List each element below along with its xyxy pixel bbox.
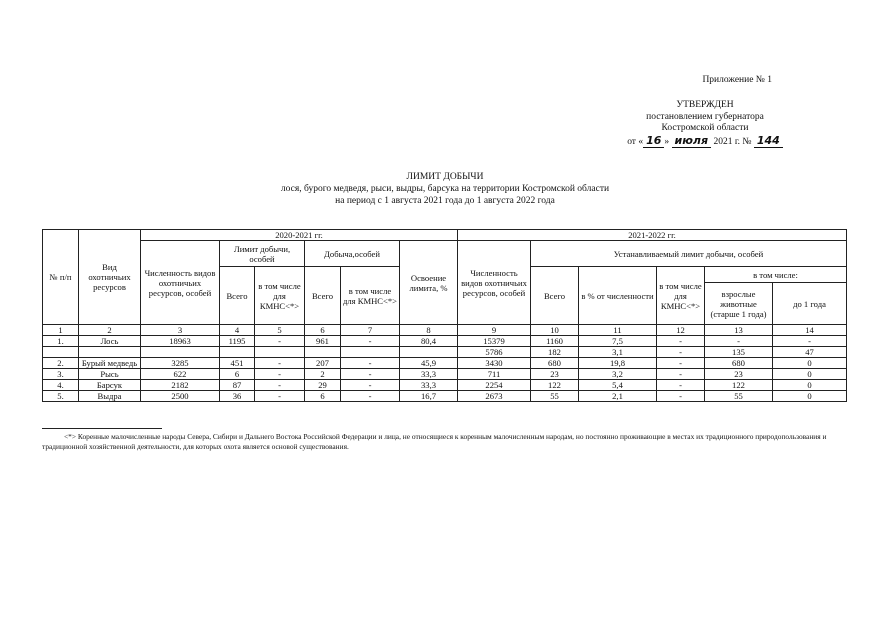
- table-cell: 2182: [141, 380, 220, 391]
- table-cell: 80,4: [400, 336, 458, 347]
- table-cell: 680: [705, 358, 773, 369]
- table-cell: 2673: [458, 391, 531, 402]
- handwritten-number: 144: [754, 134, 783, 148]
- header-population: Численность видов охотничьих ресурсов, особей: [141, 241, 220, 325]
- title-main: ЛИМИТ ДОБЫЧИ: [406, 172, 484, 182]
- header-catch-total: Всего: [305, 267, 341, 325]
- column-number-cell: 13: [705, 325, 773, 336]
- table-cell: 36: [220, 391, 255, 402]
- table-cell: 622: [141, 369, 220, 380]
- table-cell: 16,7: [400, 391, 458, 402]
- column-number-cell: 2: [79, 325, 141, 336]
- table-cell: 2.: [43, 358, 79, 369]
- column-number-cell: 12: [657, 325, 705, 336]
- table-cell: [141, 347, 220, 358]
- table-cell: 3430: [458, 358, 531, 369]
- title-subtitle-1: лося, бурого медведя, рыси, выдры, барсука на территории Костромской области: [280, 184, 610, 194]
- table-cell: 55: [705, 391, 773, 402]
- table-cell: -: [657, 358, 705, 369]
- table-cell: Барсук: [79, 380, 141, 391]
- table-row: [43, 391, 847, 402]
- table-body: [43, 336, 847, 402]
- table-cell: 2500: [141, 391, 220, 402]
- table-cell: [400, 347, 458, 358]
- header-population-2: Численность видов охотничьих ресурсов, особей: [458, 241, 531, 325]
- table-cell: -: [341, 380, 400, 391]
- header-usage: Освоение лимита, %: [400, 241, 458, 325]
- table-cell: 3.: [43, 369, 79, 380]
- column-number-cell: 3: [141, 325, 220, 336]
- table-cell: 3,1: [579, 347, 657, 358]
- table-cell: 23: [705, 369, 773, 380]
- header-limit: Лимит добычи, особей: [220, 241, 305, 267]
- header-young: до 1 года: [773, 283, 847, 325]
- table-cell: 0: [773, 369, 847, 380]
- table-cell: 0: [773, 358, 847, 369]
- table-cell: [43, 347, 79, 358]
- table-cell: 1195: [220, 336, 255, 347]
- document-title: [200, 171, 690, 207]
- column-number-cell: 4: [220, 325, 255, 336]
- table-cell: 6: [220, 369, 255, 380]
- resolution-line: постановлением губернатора: [646, 111, 764, 122]
- header-species: Вид охотничьих ресурсов: [79, 230, 141, 325]
- table-cell: -: [341, 358, 400, 369]
- approved-label: УТВЕРЖДЕН: [676, 100, 734, 110]
- table-cell: 29: [305, 380, 341, 391]
- table-cell: [220, 347, 255, 358]
- table-cell: Лось: [79, 336, 141, 347]
- table-cell: 451: [220, 358, 255, 369]
- table-cell: 15379: [458, 336, 531, 347]
- table-cell: 4.: [43, 380, 79, 391]
- region-line: Костромской области: [661, 123, 749, 133]
- table-cell: 207: [305, 358, 341, 369]
- header-kmns-2: в том числе для КМНС<*>: [657, 267, 705, 325]
- table-cell: 1.: [43, 336, 79, 347]
- column-number-cell: 9: [458, 325, 531, 336]
- table-cell: 87: [220, 380, 255, 391]
- table-cell: 2,1: [579, 391, 657, 402]
- table-cell: 19,8: [579, 358, 657, 369]
- table-cell: 680: [531, 358, 579, 369]
- header-total-2: Всего: [531, 267, 579, 325]
- table-row: [43, 358, 847, 369]
- table-cell: 33,3: [400, 369, 458, 380]
- approval-block: [600, 100, 810, 148]
- table-cell: 135: [705, 347, 773, 358]
- table-row: [43, 336, 847, 347]
- header-including: в том числе:: [705, 267, 847, 283]
- table-cell: -: [657, 336, 705, 347]
- table-row: [43, 369, 847, 380]
- table-cell: -: [341, 336, 400, 347]
- date-suffix: 2021 г. №: [713, 136, 752, 147]
- header-num: № п/п: [43, 230, 79, 325]
- table-cell: 5.: [43, 391, 79, 402]
- date-mid: »: [664, 136, 670, 147]
- limit-table: [42, 229, 847, 402]
- table-cell: 182: [531, 347, 579, 358]
- table-cell: [255, 347, 305, 358]
- column-number-cell: 8: [400, 325, 458, 336]
- handwritten-month: июля: [672, 134, 712, 148]
- table-cell: -: [705, 336, 773, 347]
- table-cell: 2254: [458, 380, 531, 391]
- title-subtitle-2: на период с 1 августа 2021 года до 1 августа 2022 года: [335, 196, 555, 206]
- table-cell: -: [255, 369, 305, 380]
- table-cell: 1160: [531, 336, 579, 347]
- column-number-cell: 14: [773, 325, 847, 336]
- table-cell: Рысь: [79, 369, 141, 380]
- table-cell: 3285: [141, 358, 220, 369]
- table-cell: 6: [305, 391, 341, 402]
- column-number-cell: 1: [43, 325, 79, 336]
- header-limit-total: Всего: [220, 267, 255, 325]
- column-number-cell: 7: [341, 325, 400, 336]
- table-cell: [79, 347, 141, 358]
- date-prefix: от «: [627, 136, 644, 147]
- column-number-row: [43, 325, 847, 336]
- footnote: <*> Коренные малочисленные народы Севера, Сибири и Дальнего Востока Российской Федерации и лица, не относящиеся к коренным малочисленным народам, но постоянно проживающие в местах их традиционного природопользования и традиционной хозяйственной деятельности, для которых охота является основой существования.: [42, 432, 827, 451]
- table-cell: 711: [458, 369, 531, 380]
- table-cell: 23: [531, 369, 579, 380]
- table-cell: 122: [705, 380, 773, 391]
- table-cell: -: [255, 336, 305, 347]
- table-cell: -: [657, 380, 705, 391]
- table-row: [43, 380, 847, 391]
- header-catch: Добыча,особей: [305, 241, 400, 267]
- table-cell: 0: [773, 391, 847, 402]
- header-pct: в % от численности: [579, 267, 657, 325]
- header-period-2: 2021-2022 гг.: [458, 230, 847, 241]
- column-number-cell: 11: [579, 325, 657, 336]
- header-catch-kmns: в том числе для КМНС<*>: [341, 267, 400, 325]
- table-cell: 3,2: [579, 369, 657, 380]
- header-period-1: 2020-2021 гг.: [141, 230, 458, 241]
- date-line: [600, 135, 810, 149]
- handwritten-day: 16: [643, 134, 664, 148]
- table-cell: 7,5: [579, 336, 657, 347]
- footnote-rule: [42, 428, 162, 429]
- table-cell: 5,4: [579, 380, 657, 391]
- table-cell: -: [657, 391, 705, 402]
- table-cell: -: [657, 369, 705, 380]
- table-row: [43, 347, 847, 358]
- table-cell: -: [657, 347, 705, 358]
- table-cell: 122: [531, 380, 579, 391]
- header-adults: взрослые животные (старше 1 года): [705, 283, 773, 325]
- column-number-cell: 5: [255, 325, 305, 336]
- table-cell: 18963: [141, 336, 220, 347]
- header-set-limit: Устанавливаемый лимит добычи, особей: [531, 241, 847, 267]
- table-cell: -: [255, 380, 305, 391]
- column-number-cell: 6: [305, 325, 341, 336]
- table-cell: -: [773, 336, 847, 347]
- table-cell: [305, 347, 341, 358]
- appendix-label: Приложение № 1: [702, 75, 772, 85]
- table-cell: 2: [305, 369, 341, 380]
- table-cell: -: [255, 358, 305, 369]
- table-cell: 45,9: [400, 358, 458, 369]
- column-number-cell: 10: [531, 325, 579, 336]
- table-cell: 33,3: [400, 380, 458, 391]
- table-cell: -: [341, 369, 400, 380]
- table-cell: 55: [531, 391, 579, 402]
- table-cell: 47: [773, 347, 847, 358]
- table-cell: 0: [773, 380, 847, 391]
- table-cell: [341, 347, 400, 358]
- table-cell: -: [255, 391, 305, 402]
- table-cell: Бурый медведь: [79, 358, 141, 369]
- table-cell: -: [341, 391, 400, 402]
- header-limit-kmns: в том числе для КМНС<*>: [255, 267, 305, 325]
- table-cell: 961: [305, 336, 341, 347]
- table-cell: 5786: [458, 347, 531, 358]
- table-cell: Выдра: [79, 391, 141, 402]
